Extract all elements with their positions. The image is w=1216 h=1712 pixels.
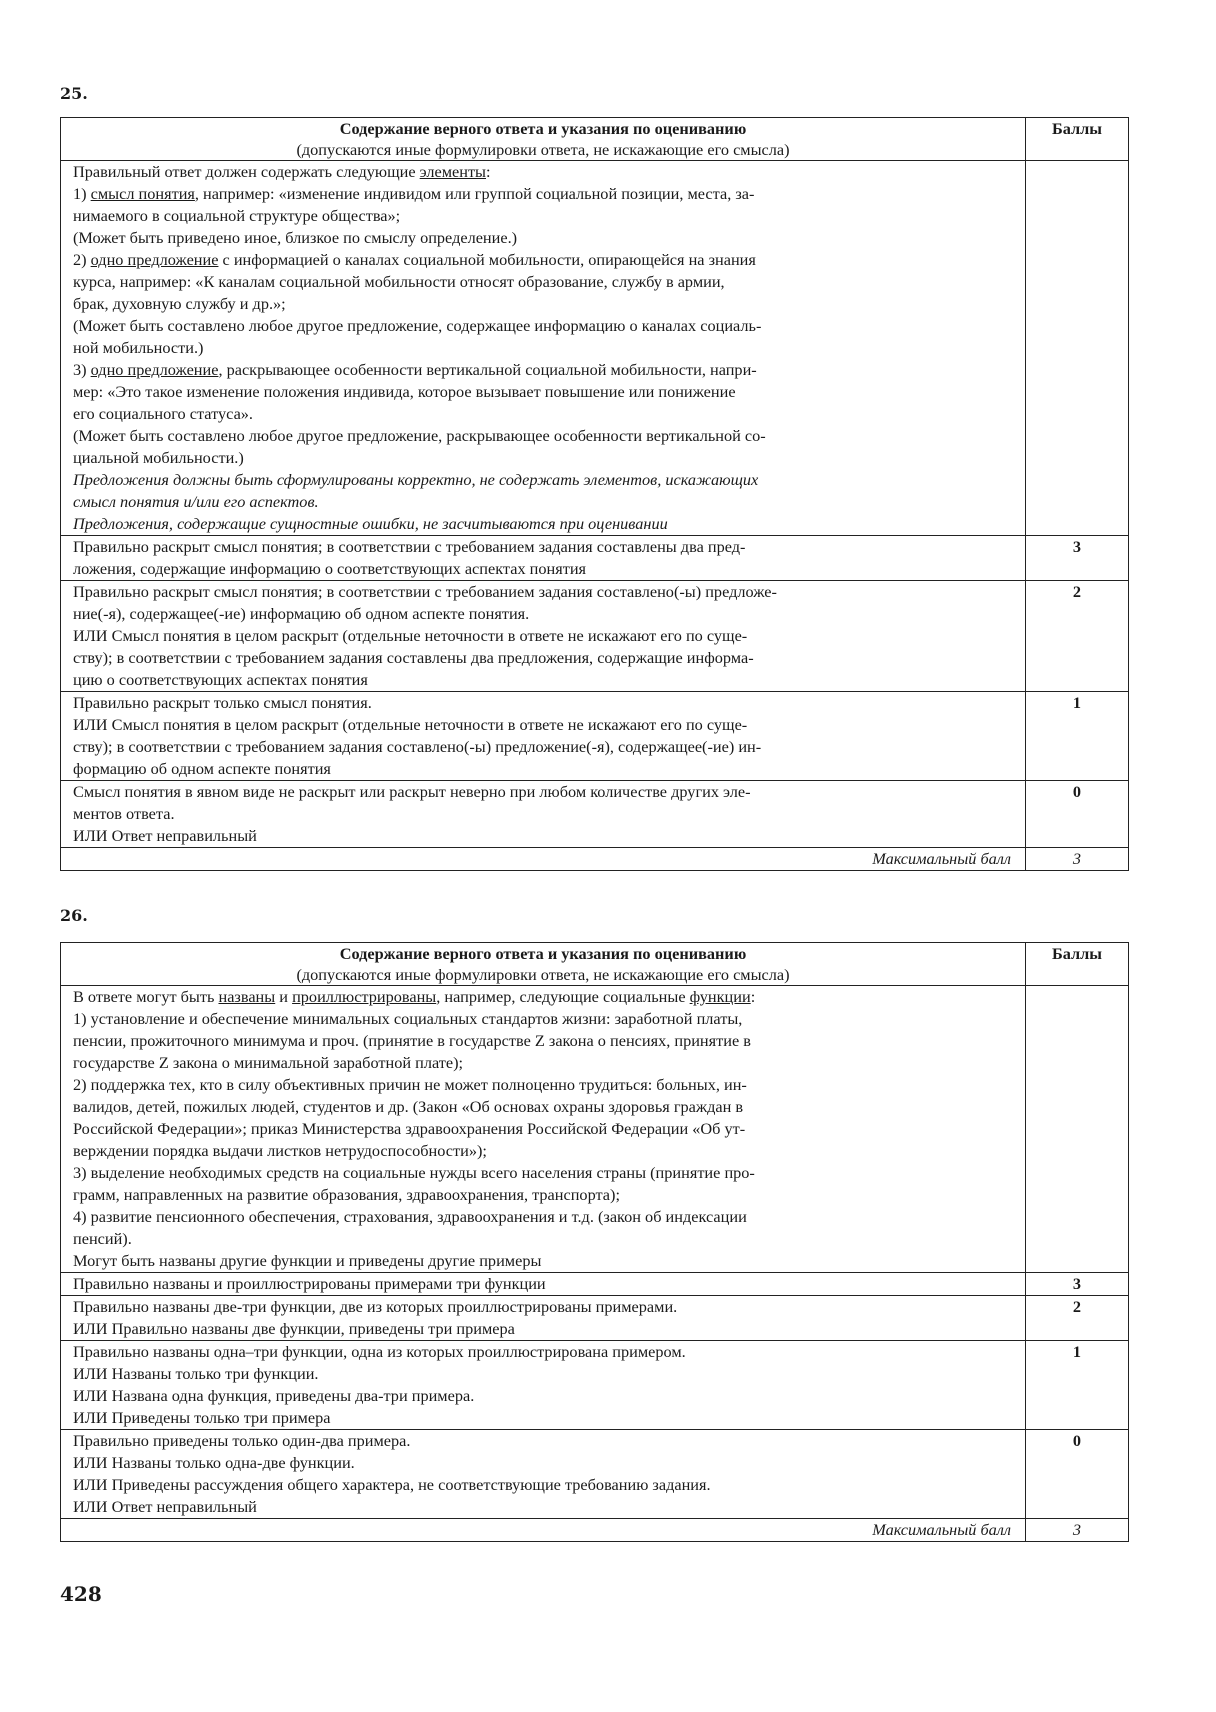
max-score-value: 3 (1026, 848, 1129, 871)
content-line: Российской Федерации»; приказ Министерства здравоохранения Российской Федерации «Об ут- (73, 1119, 746, 1138)
criterion-description (61, 1296, 1026, 1341)
content-line: пенсии, прожиточного минимума и проч. (принятие в государстве Z закона о пенсиях, принятие в (73, 1031, 751, 1050)
criterion-line: Смысл понятия в явном виде не раскрыт или раскрыт неверно при любом количестве других эле- (73, 782, 751, 801)
table-header-row (61, 118, 1129, 161)
criterion-line: ству); в соответствии с требованием задания составлено(-ы) предложение(-я), содержащее(-ие) ин- (73, 737, 762, 756)
criterion-row (61, 1273, 1129, 1296)
criterion-line: ИЛИ Приведены только три примера (73, 1408, 331, 1427)
criterion-line: ИЛИ Названы только три функции. (73, 1364, 319, 1383)
task-26-number: 26. (60, 906, 88, 925)
criterion-line: ментов ответа. (73, 804, 175, 823)
table-header-row (61, 943, 1129, 986)
criterion-line: Правильно названы две-три функции, две из которых проиллюстрированы примерами. (73, 1297, 678, 1316)
criterion-score: 1 (1026, 1341, 1129, 1430)
criterion-score: 2 (1026, 1296, 1129, 1341)
criterion-line: ИЛИ Ответ неправильный (73, 1497, 257, 1516)
criterion-line: ству); в соответствии с требованием задания составлены два предложения, содержащие информа- (73, 648, 754, 667)
answer-content (61, 986, 1026, 1273)
criterion-description (61, 1430, 1026, 1519)
criterion-description (61, 781, 1026, 848)
score-cell-empty (1026, 986, 1129, 1273)
task-25-criteria-table (60, 117, 1129, 871)
criterion-score: 0 (1026, 1430, 1129, 1519)
answer-content-row (61, 986, 1129, 1273)
content-line: 3) выделение необходимых средств на социальные нужды всего населения страны (принятие про- (73, 1163, 755, 1182)
content-line: 1) смысл понятия, например: «изменение индивидом или группой социальной позиции, места, за- (73, 184, 755, 203)
criterion-line: ИЛИ Смысл понятия в целом раскрыт (отдельные неточности в ответе не искажают его по суще- (73, 715, 748, 734)
criterion-line: Правильно приведены только один-два примера. (73, 1431, 411, 1450)
max-score-row (61, 848, 1129, 871)
content-line: Правильный ответ должен содержать следующие элементы: (73, 162, 491, 181)
criterion-row (61, 581, 1129, 692)
criterion-line: Правильно раскрыт смысл понятия; в соответствии с требованием задания составлено(-ы) предложе- (73, 582, 777, 601)
criterion-score: 3 (1026, 1273, 1129, 1296)
criterion-description (61, 692, 1026, 781)
task-25-number: 25. (60, 84, 88, 103)
content-line: валидов, детей, пожилых людей, студентов и др. (Закон «Об основах охраны здоровья граждан в (73, 1097, 744, 1116)
content-line: (Может быть составлено любое другое предложение, раскрывающее особенности вертикальной со- (73, 426, 766, 445)
content-line: Могут быть названы другие функции и приведены другие примеры (73, 1251, 542, 1270)
criterion-score: 2 (1026, 581, 1129, 692)
max-score-value: 3 (1026, 1519, 1129, 1542)
header-title: Содержание верного ответа и указания по оцениванию (339, 119, 747, 138)
criterion-line: ИЛИ Приведены рассуждения общего характера, не соответствующие требованию задания. (73, 1475, 711, 1494)
content-line: брак, духовную службу и др.»; (73, 294, 286, 313)
criterion-line: Правильно раскрыт смысл понятия; в соответствии с требованием задания составлены два пред- (73, 537, 746, 556)
answer-content-row (61, 161, 1129, 536)
criterion-description (61, 536, 1026, 581)
criterion-line: Правильно раскрыт только смысл понятия. (73, 693, 372, 712)
content-line: 2) поддержка тех, кто в силу объективных причин не может полноценно трудиться: больных, ин- (73, 1075, 747, 1094)
criterion-score: 1 (1026, 692, 1129, 781)
criterion-line: Правильно названы одна–три функции, одна из которых проиллюстрирована примером. (73, 1342, 686, 1361)
content-line: нимаемого в социальной структуре общества»; (73, 206, 401, 225)
criterion-score: 3 (1026, 536, 1129, 581)
criterion-row (61, 1341, 1129, 1430)
content-line: 3) одно предложение, раскрывающее особенности вертикальной социальной мобильности, напри- (73, 360, 757, 379)
criterion-description (61, 581, 1026, 692)
content-column-header (61, 943, 1026, 986)
header-subtitle: (допускаются иные формулировки ответа, не искажающие его смысла) (296, 965, 790, 984)
criterion-line: ИЛИ Смысл понятия в целом раскрыт (отдельные неточности в ответе не искажают его по суще- (73, 626, 748, 645)
content-line: государстве Z закона о минимальной заработной плате); (73, 1053, 464, 1072)
content-line: его социального статуса». (73, 404, 254, 423)
max-score-label: Максимальный балл (61, 848, 1026, 871)
criterion-score: 0 (1026, 781, 1129, 848)
header-title: Содержание верного ответа и указания по оцениванию (339, 944, 747, 963)
criterion-description (61, 1341, 1026, 1430)
criterion-row (61, 781, 1129, 848)
content-line: грамм, направленных на развитие образования, здравоохранения, транспорта); (73, 1185, 620, 1204)
criterion-line: ИЛИ Правильно названы две функции, приведены три примера (73, 1319, 515, 1338)
content-note: Предложения, содержащие сущностные ошибки, не засчитываются при оценивании (73, 514, 668, 533)
content-line: В ответе могут быть названы и проиллюстрированы, например, следующие социальные функции: (73, 987, 756, 1006)
criterion-line: ние(-я), содержащее(-ие) информацию об одном аспекте понятия. (73, 604, 530, 623)
content-line: верждении порядка выдачи листков нетрудоспособности»); (73, 1141, 487, 1160)
criterion-line: цию о соответствующих аспектах понятия (73, 670, 368, 689)
max-score-row (61, 1519, 1129, 1542)
criterion-row (61, 1430, 1129, 1519)
content-line: (Может быть составлено любое другое предложение, содержащее информацию о каналах социаль- (73, 316, 762, 335)
score-cell-empty (1026, 161, 1129, 536)
content-line: 2) одно предложение с информацией о каналах социальной мобильности, опирающейся на знания (73, 250, 756, 269)
content-line: циальной мобильности.) (73, 448, 244, 467)
criterion-description (61, 1273, 1026, 1296)
criterion-line: Правильно названы и проиллюстрированы примерами три функции (73, 1274, 546, 1293)
content-line: мер: «Это такое изменение положения индивида, которое вызывает повышение или понижение (73, 382, 736, 401)
content-line: 1) установление и обеспечение минимальных социальных стандартов жизни: заработной платы, (73, 1009, 743, 1028)
criterion-line: формацию об одном аспекте понятия (73, 759, 331, 778)
content-line: 4) развитие пенсионного обеспечения, страхования, здравоохранения и т.д. (закон об индексации (73, 1207, 747, 1226)
criterion-row (61, 692, 1129, 781)
criterion-line: ИЛИ Ответ неправильный (73, 826, 257, 845)
criterion-line: ложения, содержащие информацию о соответствующих аспектах понятия (73, 559, 587, 578)
criterion-row (61, 1296, 1129, 1341)
content-note: Предложения должны быть сформулированы корректно, не содержать элементов, искажающих (73, 470, 759, 489)
content-line: курса, например: «К каналам социальной мобильности относят образование, службу в армии, (73, 272, 725, 291)
header-subtitle: (допускаются иные формулировки ответа, не искажающие его смысла) (296, 140, 790, 159)
score-column-header: Баллы (1026, 943, 1129, 986)
content-line: (Может быть приведено иное, близкое по смыслу определение.) (73, 228, 518, 247)
score-column-header: Баллы (1026, 118, 1129, 161)
criterion-row (61, 536, 1129, 581)
answer-content (61, 161, 1026, 536)
criterion-line: ИЛИ Названа одна функция, приведены два-три примера. (73, 1386, 475, 1405)
content-line: ной мобильности.) (73, 338, 204, 357)
content-column-header (61, 118, 1026, 161)
page-number: 428 (60, 1582, 102, 1606)
max-score-label: Максимальный балл (61, 1519, 1026, 1542)
criterion-line: ИЛИ Названы только одна-две функции. (73, 1453, 355, 1472)
content-note: смысл понятия и/или его аспектов. (73, 492, 319, 511)
content-line: пенсий). (73, 1229, 132, 1248)
task-26-criteria-table (60, 942, 1129, 1542)
